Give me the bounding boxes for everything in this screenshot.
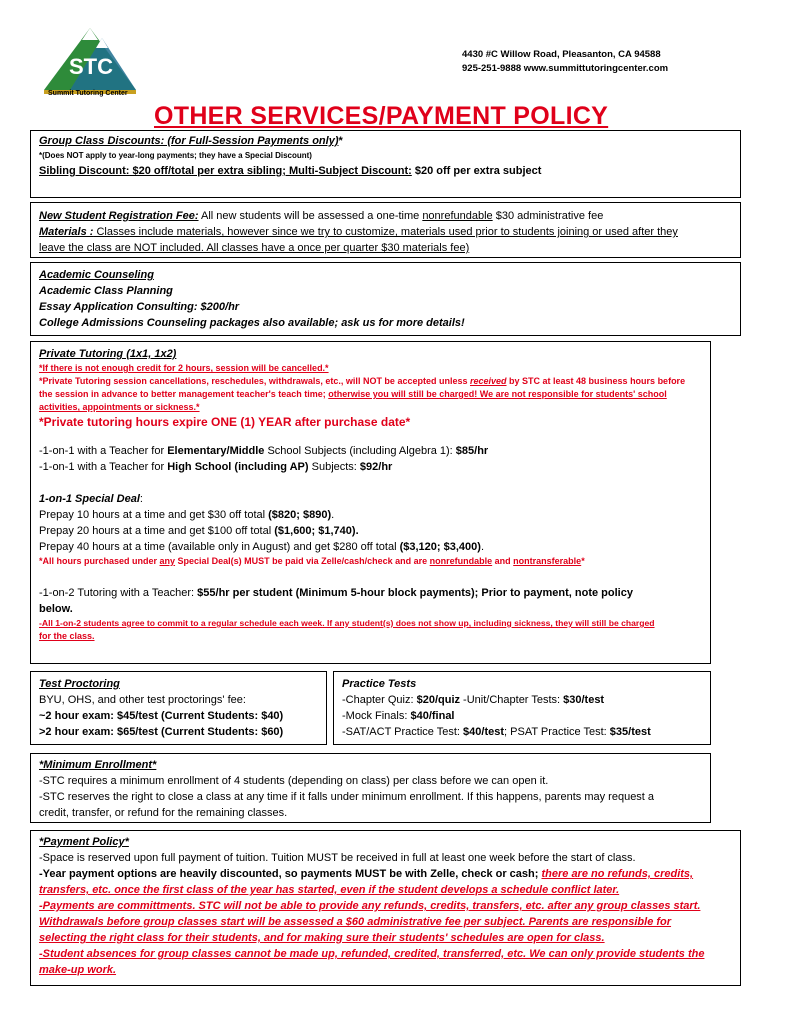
group-discounts-note: *(Does NOT apply to year-long payments; they have a Special Discount) [39, 151, 312, 160]
payment-line-7: -Student absences for group classes cannot be made up, refunded, credited, transferred, etc. We can only provide students the [39, 948, 705, 960]
payment-policy-heading: *Payment Policy* [39, 836, 129, 848]
enrollment-line-3: credit, transfer, or refund for the remaining classes. [39, 807, 288, 819]
logo-caption: Summit Tutoring Center [48, 90, 128, 97]
payment-line-8: make-up work. [39, 964, 117, 976]
rate-high-school: -1-on-1 with a Teacher for High School (including AP) Subjects: $92/hr [39, 461, 393, 473]
private-tutoring-heading: Private Tutoring (1x1, 1x2) [39, 348, 177, 360]
practice-quiz-line: -Chapter Quiz: $20/quiz -Unit/Chapter Tests: $30/test [342, 694, 605, 706]
page-title: OTHER SERVICES/PAYMENT POLICY [154, 102, 609, 130]
registration-fee-line: New Student Registration Fee: All new students will be assessed a one-time nonrefundable $30 administrative fee [39, 210, 604, 222]
cancellation-policy-1: *Private Tutoring session cancellations, reschedules, withdrawals, etc., will NOT be accepted unless received by STC at least 48 business hours before [39, 376, 686, 386]
counseling-box [30, 262, 741, 336]
cancellation-policy-3: activities, appointments or sickness.* [39, 402, 200, 412]
materials-line-2: leave the class are NOT included. All classes have a once per quarter $30 materials fee) [39, 242, 470, 254]
proctoring-fee-line: BYU, OHS, and other test proctorings' fee: [39, 694, 246, 706]
test-proctoring-heading: Test Proctoring [39, 678, 120, 690]
payment-line-1: -Space is reserved upon full payment of tuition. Tuition MUST be received in full at least one week before the start of class. [39, 852, 636, 864]
payment-line-5: Withdrawals before group classes start will be assessed a $60 administrative fee per subject. Parents are responsible for [39, 916, 672, 928]
proctoring-2hr: ~2 hour exam: $45/test (Current Students: $40) [39, 710, 284, 722]
group-discounts-box [30, 130, 741, 198]
counseling-heading: Academic Counseling [39, 269, 154, 281]
registration-box [30, 202, 741, 258]
sibling-discount-line: Sibling Discount: $20 off/total per extra sibling; Multi-Subject Discount: $20 off per extra subject [39, 165, 542, 177]
practice-mock-finals: -Mock Finals: $40/final [342, 710, 455, 722]
minimum-enrollment-box [30, 753, 711, 823]
counseling-line-1: Academic Class Planning [39, 285, 173, 297]
counseling-line-3: College Admissions Counseling packages also available; ask us for more details! [39, 317, 465, 329]
enrollment-line-1: -STC requires a minimum enrollment of 4 students (depending on class) per class before we can open it. [39, 775, 549, 787]
one-on-two-policy-1: -All 1-on-2 students agree to commit to a regular schedule each week. If any student(s) does not show up, including sickness, they will still be charged [39, 618, 655, 628]
practice-sat-act: -SAT/ACT Practice Test: $40/test; PSAT Practice Test: $35/test [342, 726, 651, 738]
cancellation-policy-2: the session in advance to better management teacher's teach time; otherwise you will still be charged! We are not responsible for students' school [39, 389, 667, 399]
deal-10-hours: Prepay 10 hours at a time and get $30 off total ($820; $890). [39, 509, 335, 521]
counseling-line-2: Essay Application Consulting: $200/hr [39, 301, 240, 313]
deal-40-hours: Prepay 40 hours at a time (available only in August) and get $280 off total ($3,120; $3,400). [39, 541, 484, 553]
one-on-two-rate-2: below. [39, 603, 73, 615]
one-on-two-policy-2: for the class. [39, 631, 95, 641]
payment-line-2: -Year payment options are heavily discounted, so payments MUST be with Zelle, check or cash; there are no refunds, credits, [39, 868, 694, 880]
rate-elementary-middle: -1-on-1 with a Teacher for Elementary/Middle School Subjects (including Algebra 1): $85/hr [39, 445, 489, 457]
practice-tests-box [333, 671, 711, 745]
special-deal-heading: 1-on-1 Special Deal: [39, 493, 143, 505]
expiration-notice: *Private tutoring hours expire ONE (1) YEAR after purchase date* [39, 415, 411, 429]
deal-payment-note: *All hours purchased under any Special Deal(s) MUST be paid via Zelle/cash/check and are nonrefundable and nontransferable* [39, 556, 585, 566]
minimum-enrollment-heading: *Minimum Enrollment* [39, 759, 157, 771]
address: 4430 #C Willow Road, Pleasanton, CA 94588 [462, 49, 661, 60]
enrollment-line-2: -STC reserves the right to close a class at any time if it falls under minimum enrollment. If this happens, parents may request a [39, 791, 655, 803]
materials-line: Materials : Classes include materials, however since we try to customize, materials used prior to students joining or used after they [39, 226, 678, 238]
contact-info: 925-251-9888 www.summittutoringcenter.com [462, 63, 669, 74]
payment-line-3: transfers, etc. once the first class of the year has started, even if the student develops a schedule conflict later. [39, 884, 620, 896]
one-on-two-rate: -1-on-2 Tutoring with a Teacher: $55/hr per student (Minimum 5-hour block payments); Prior to payment, note policy [39, 587, 633, 599]
proctoring-over-2hr: >2 hour exam: $65/test (Current Students: $60) [39, 726, 284, 738]
payment-policy-box [30, 830, 741, 986]
test-proctoring-box [30, 671, 327, 745]
deal-20-hours: Prepay 20 hours at a time and get $100 off total ($1,600; $1,740). [39, 525, 359, 537]
private-tutoring-box [30, 341, 711, 664]
group-discounts-heading: Group Class Discounts: (for Full-Session Payments only)* [39, 135, 343, 147]
logo [40, 22, 140, 104]
payment-line-4: -Payments are committments. STC will not be able to provide any refunds, credits, transfers, etc. after any group classes start. [39, 900, 701, 912]
logo-text: STC [69, 54, 113, 79]
credit-warning: *If there is not enough credit for 2 hours, session will be cancelled.* [39, 363, 329, 373]
practice-tests-heading: Practice Tests [342, 678, 417, 690]
payment-line-6: selecting the right class for their students, and for making sure their students' schedules are open for class. [39, 932, 605, 944]
